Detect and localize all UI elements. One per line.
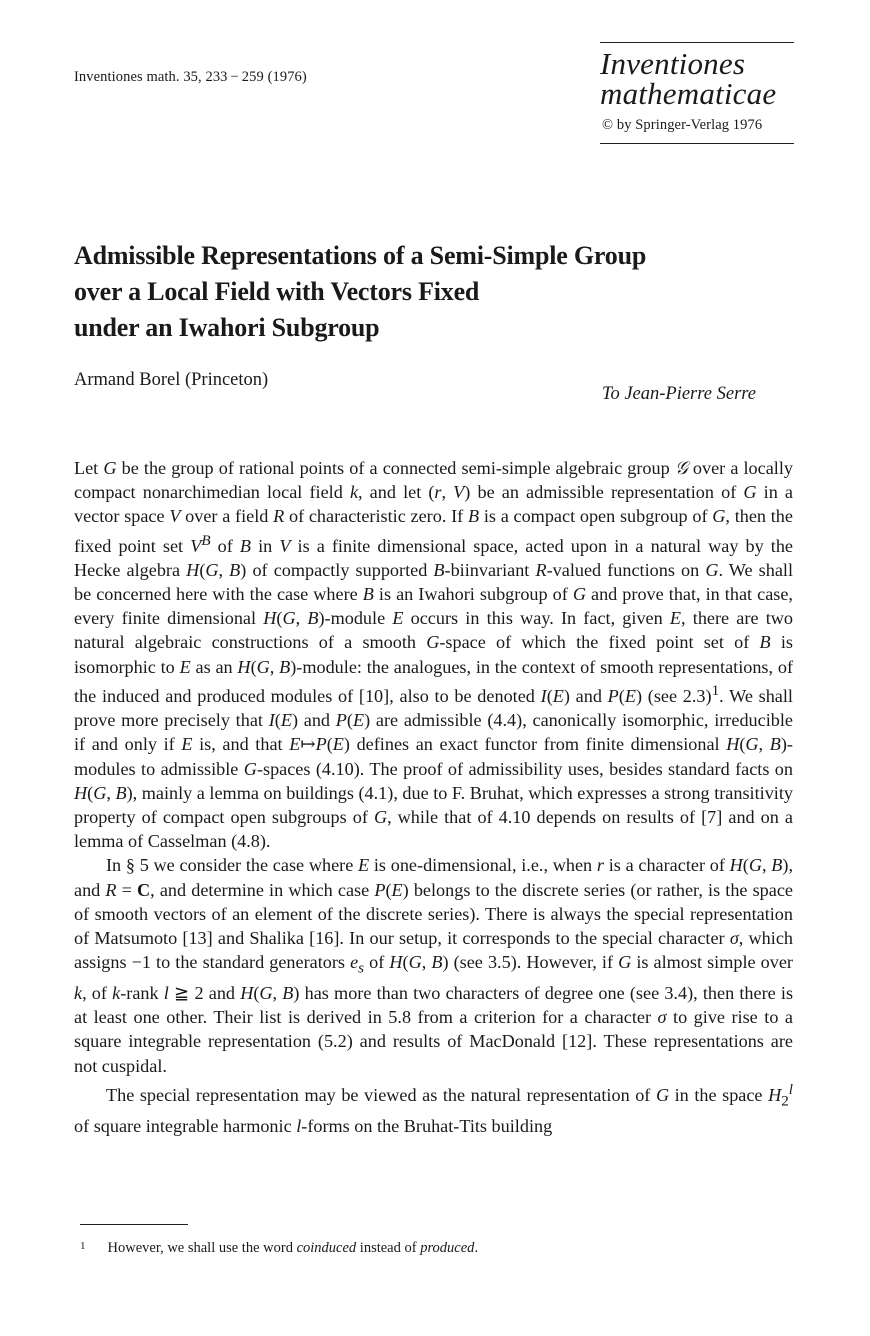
citation: Inventiones math. 35, 233 − 259 (1976) <box>74 69 307 85</box>
paragraph-2: In § 5 we consider the case where E is one-dimensional, i.e., when r is a character of H(G, B), and R = C, and determine in which case P(E) belongs to the discrete series (or rather, is the space of smooth vectors of an element of the discrete series). There is always the special representation of Matsumoto [13] and Shalika [16]. In our setup, it corresponds to the special character σ, which assigns −1 to the standard generators $e_s$ of H(G, B) (see 3.5). However, if G is almost simple over k, of k-rank l ≧ 2 and H(G, B) has more than two characters of degree one (see 3.4), then there is at least one other. Their list is derived in 5.8 from a criterion for a character σ to give rise to a square integrable representation (5.2) and results of MacDonald [12]. These representations are not cuspidal. <box>74 855 794 1076</box>
masthead-top-rule <box>600 42 794 43</box>
journal-name <box>600 46 794 111</box>
title-line1: Admissible Representations of a Semi-Simple Group <box>74 241 647 270</box>
paragraph-3: The special representation may be viewed as the natural representation of G in the space $H_2^l$ of square integrable harmonic l-forms on the Bruhat-Tits building <box>74 1080 793 1136</box>
dedication: To Jean-Pierre Serre <box>601 384 756 404</box>
author: Armand Borel (Princeton) <box>74 370 269 390</box>
copyright-notice: © by Springer-Verlag 1976 <box>602 117 763 133</box>
footnote-rule <box>80 1224 188 1225</box>
footnote-mark: 1 <box>80 1240 86 1252</box>
title-line3: under an Iwahori Subgroup <box>74 313 380 342</box>
paragraph-1: Let G be the group of rational points of a connected semi-simple algebraic group 𝒢 over a locally compact nonarchimedian local field k, and let (r, V) be an admissible representation of G in a vector space V over a field R of characteristic zero. If B is a compact open subgroup of G, then the fixed point set $V^B$ of B in V is a finite dimensional space, acted upon in a natural way by the Hecke algebra H(G, B) of compactly supported B-biinvariant R-valued functions on G. We shall be concerned here with the case where B is an Iwahori subgroup of G and prove that, in that case, every finite dimensional H(G, B)-module E occurs in this way. In fact, given E, there are two natural algebraic constructions of a smooth G-space of which the fixed point set of B is isomorphic to E as an H(G, B)-module: the analogues, in the context of smooth representations, of the induced and produced modules of [10], also to be denoted I(E) and P(E) (see 2.3)$^1$. We shall prove more precisely that I(E) and P(E) are admissible (4.4), canonically isomorphic, irreducible if and only if E is, and that E↦P(E) defines an exact functor from finite dimensional H(G, B)-modules to admissible G-spaces (4.10). The proof of admissibility uses, besides standard facts on H(G, B), mainly a lemma on buildings (4.1), due to F. Bruhat, which expresses a strong transitivity property of compact open subgroups of G, while that of 4.10 depends on results of [7] and on a lemma of Casselman (4.8). <box>74 458 794 852</box>
paper-title <box>74 238 794 346</box>
journal-masthead <box>600 42 794 144</box>
journal-name-line2: mathematicae <box>600 76 777 111</box>
footnote: $^1$ However, we shall use the word coinduced instead of produced. <box>80 1240 479 1256</box>
masthead-bottom-rule <box>600 143 794 144</box>
journal-name-line1: Inventiones <box>600 46 746 81</box>
title-line2: over a Local Field with Vectors Fixed <box>74 277 480 306</box>
body-text <box>74 456 793 1138</box>
